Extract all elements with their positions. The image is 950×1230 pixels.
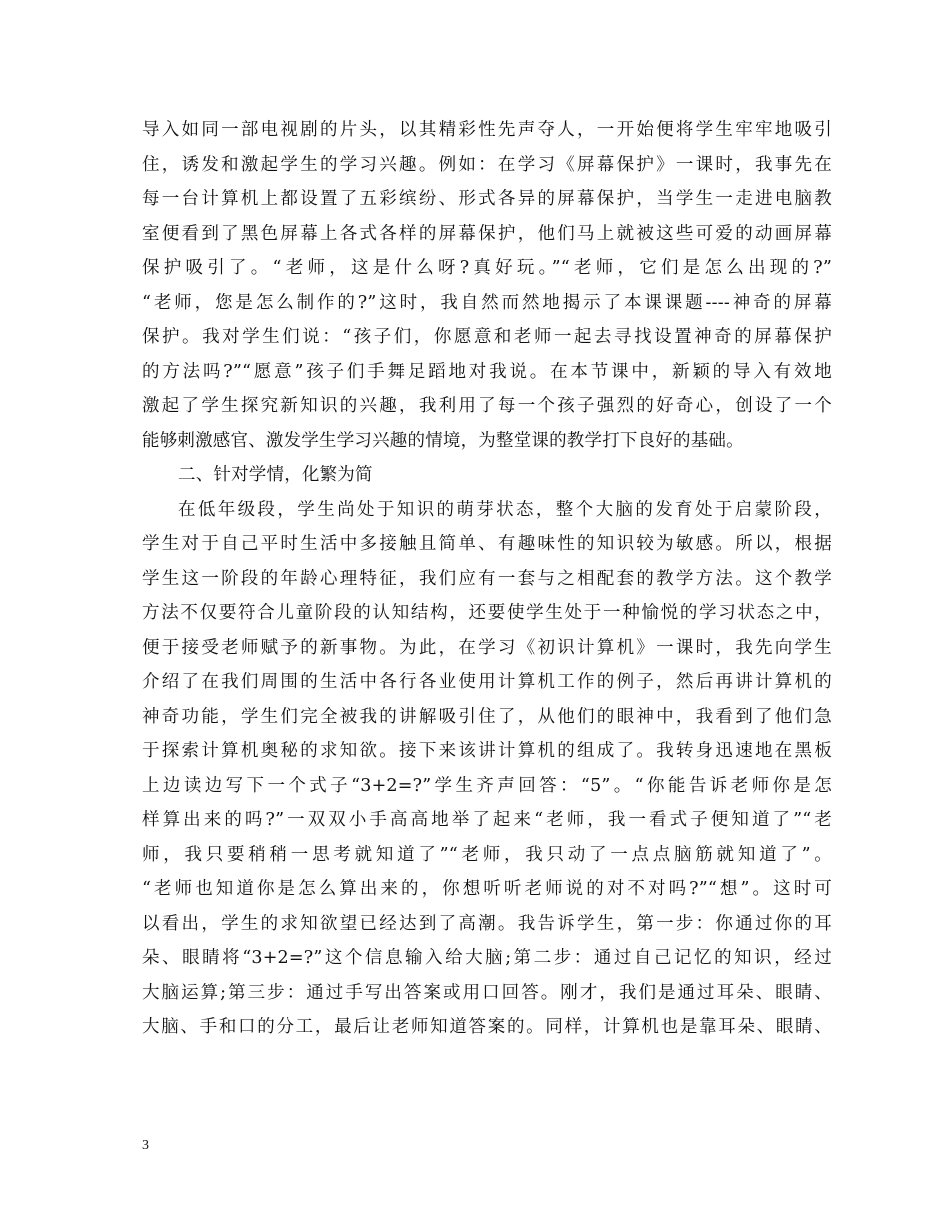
text-line: 以看出，学生的求知欲望已经达到了高潮。我告诉学生，第一步：你通过你的耳 — [142, 913, 832, 934]
text-line: 每一台计算机上都设置了五彩缤纷、形式各异的屏幕保护，当学生一走进电脑教 — [142, 189, 832, 209]
text-line: 样算出来的吗?”一双双小手高高地举了起来“老师，我一看式子便知道了”“老 — [142, 810, 832, 830]
text-line: 能够刺激感官、激发学生学习兴趣的情境，为整堂课的教学打下良好的基础。 — [142, 430, 744, 451]
section-heading: 二、针对学情，化繁为简 — [178, 465, 373, 485]
text-line: 便于接受老师赋予的新事物。为此，在学习《初识计算机》一课时，我先向学生 — [142, 637, 832, 658]
text-line: 方法不仅要符合儿童阶段的认知结构，还要使学生处于一种愉悦的学习状态之中， — [142, 603, 832, 623]
text-line: 激起了学生探究新知识的兴趣，我利用了每一个孩子强烈的好奇心，创设了一个 — [142, 396, 832, 416]
text-line: 保护吸引了。“老师，这是什么呀?真好玩。”“老师，它们是怎么出现的?” — [142, 258, 832, 278]
page-number: 3 — [142, 1138, 149, 1153]
text-line: 朵、眼睛将“3+2=?”这个信息输入给大脑;第二步：通过自己记忆的知识，经过 — [142, 948, 832, 968]
text-line: 的方法吗?”“愿意”孩子们手舞足蹈地对我说。在本节课中，新颖的导入有效地 — [142, 361, 832, 382]
text-line: 大脑运算;第三步：通过手写出答案或用口回答。刚才，我们是通过耳朵、眼睛、 — [142, 982, 832, 1003]
text-line: 于探索计算机奥秘的求知欲。接下来该讲计算机的组成了。我转身迅速地在黑板 — [142, 741, 832, 761]
text-line: 住，诱发和激起学生的学习兴趣。例如：在学习《屏幕保护》一课时，我事先在 — [142, 154, 832, 175]
text-line: “老师，您是怎么制作的?”这时，我自然而然地揭示了本课课题----神奇的屏幕 — [142, 292, 832, 313]
text-line: 导入如同一部电视剧的片头，以其精彩性先声夺人，一开始便将学生牢牢地吸引 — [142, 120, 832, 140]
text-line: 室便看到了黑色屏幕上各式各样的屏幕保护，他们马上就被这些可爱的动画屏幕 — [142, 223, 832, 244]
text-line: 学生对于自己平时生活中多接触且简单、有趣味性的知识较为敏感。所以，根据 — [142, 534, 832, 554]
text-line: 上边读边写下一个式子“3+2=?”学生齐声回答：“5”。“你能告诉老师你是怎 — [142, 775, 832, 796]
text-line: 保护。我对学生们说：“孩子们，你愿意和老师一起去寻找设置神奇的屏幕保护 — [142, 327, 832, 347]
document-body — [142, 113, 832, 1045]
text-line: 师，我只要稍稍一思考就知道了”“老师，我只动了一点点脑筋就知道了”。 — [142, 844, 832, 865]
text-line: 大脑、手和口的分工，最后让老师知道答案的。同样，计算机也是靠耳朵、眼睛、 — [142, 1017, 832, 1037]
text-line: “老师也知道你是怎么算出来的，你想听听老师说的对不对吗?”“想”。这时可 — [142, 879, 832, 899]
text-line: 介绍了在我们周围的生活中各行各业使用计算机工作的例子，然后再讲计算机的 — [142, 672, 832, 692]
text-line: 神奇功能，学生们完全被我的讲解吸引住了，从他们的眼神中，我看到了他们急 — [142, 706, 832, 727]
text-line: 在低年级段，学生尚处于知识的萌芽状态，整个大脑的发育处于启蒙阶段， — [178, 499, 832, 520]
text-line: 学生这一阶段的年龄心理特征，我们应有一套与之相配套的教学方法。这个教学 — [142, 568, 832, 589]
